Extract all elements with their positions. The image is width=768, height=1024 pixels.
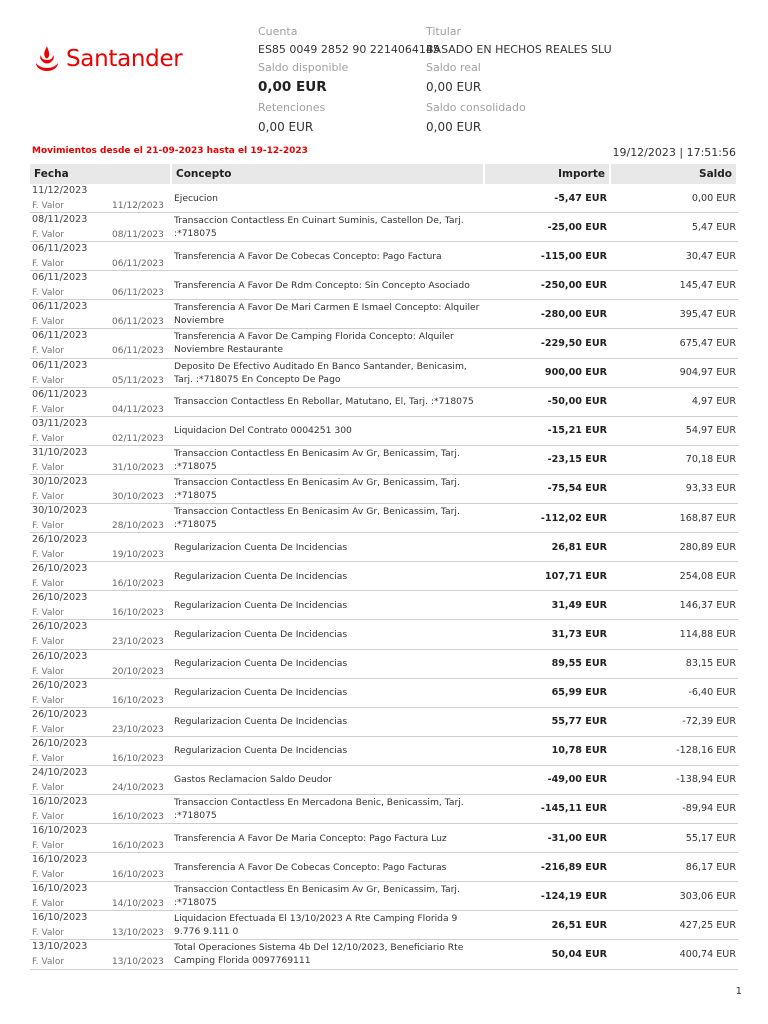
row-fecha: 11/12/2023 bbox=[32, 185, 88, 196]
row-valor-date: 06/11/2023 bbox=[112, 346, 164, 357]
table-row bbox=[30, 708, 738, 737]
row-saldo: 0,00 EUR bbox=[691, 192, 736, 204]
row-fecha: 03/11/2023 bbox=[32, 417, 88, 429]
row-concepto: Total Operaciones Sistema 4b Del 12/10/2023, Beneficiario Rte Camping Florida 0097769111 bbox=[174, 942, 464, 967]
row-valor-date: 23/10/2023 bbox=[112, 724, 164, 735]
row-fecha: 16/10/2023 bbox=[32, 795, 88, 807]
table-row bbox=[30, 213, 738, 242]
row-saldo: 395,47 EUR bbox=[679, 308, 736, 320]
row-importe: 65,99 EUR bbox=[551, 687, 607, 699]
row-concepto: Regularizacion Cuenta De Incidencias bbox=[174, 570, 348, 582]
row-valor-date: 16/10/2023 bbox=[112, 870, 164, 881]
row-fecha: 16/10/2023 bbox=[32, 883, 88, 895]
table-row bbox=[30, 679, 738, 708]
row-importe: -75,54 EUR bbox=[547, 483, 607, 495]
row-concepto: Regularizacion Cuenta De Incidencias bbox=[174, 687, 348, 699]
row-valor-label: F. Valor bbox=[32, 317, 65, 328]
row-valor-label: F. Valor bbox=[32, 550, 65, 561]
row-valor-label: F. Valor bbox=[32, 899, 65, 910]
row-fecha: 31/10/2023 bbox=[32, 446, 88, 458]
titular-label: Titular bbox=[426, 25, 462, 38]
row-concepto: Gastos Reclamacion Saldo Deudor bbox=[174, 774, 333, 786]
row-valor-date: 30/10/2023 bbox=[112, 491, 164, 502]
row-saldo: 83,15 EUR bbox=[685, 658, 736, 669]
retenciones-label: Retenciones bbox=[258, 101, 326, 114]
row-concepto: Regularizacion Cuenta De Incidencias bbox=[174, 716, 348, 728]
row-valor-date: 16/10/2023 bbox=[112, 753, 164, 764]
row-valor-label: F. Valor bbox=[32, 957, 65, 968]
row-importe: 26,81 EUR bbox=[551, 541, 607, 553]
period-range: Movimientos desde el 21-09-2023 hasta el 19-12-2023 bbox=[32, 146, 308, 156]
row-fecha: 16/10/2023 bbox=[32, 912, 88, 924]
row-importe: -280,00 EUR bbox=[540, 308, 607, 320]
row-concepto: Ejecucion bbox=[174, 192, 218, 204]
row-valor-label: F. Valor bbox=[32, 375, 65, 386]
row-saldo: 303,06 EUR bbox=[679, 890, 736, 902]
row-importe: 900,00 EUR bbox=[544, 367, 607, 379]
table-row bbox=[30, 388, 738, 417]
row-valor-label: F. Valor bbox=[32, 230, 65, 241]
table-row bbox=[30, 359, 738, 388]
row-valor-label: F. Valor bbox=[32, 637, 65, 648]
row-importe: 31,49 EUR bbox=[551, 599, 607, 611]
table-row bbox=[30, 766, 738, 795]
row-concepto: Transferencia A Favor De Maria Concepto: Pago Factura Luz bbox=[174, 832, 447, 844]
row-valor-date: 02/11/2023 bbox=[112, 433, 164, 444]
row-concepto: Transaccion Contactless En Benicasim Av Gr, Benicassim, Tarj. :*718075 bbox=[174, 447, 460, 472]
table-row bbox=[30, 650, 738, 679]
table-header bbox=[30, 164, 738, 184]
row-concepto: Transferencia A Favor De Camping Florida Concepto: Alquiler Noviembre Restaurante bbox=[174, 331, 454, 356]
row-valor-label: F. Valor bbox=[32, 841, 65, 852]
row-concepto: Transferencia A Favor De Cobecas Concepto: Pago Facturas bbox=[174, 861, 447, 873]
table-row bbox=[30, 795, 738, 824]
row-valor-label: F. Valor bbox=[32, 695, 65, 706]
row-saldo: 675,47 EUR bbox=[679, 337, 736, 349]
row-fecha: 13/10/2023 bbox=[32, 941, 88, 953]
row-importe: 50,04 EUR bbox=[551, 948, 607, 960]
table-row bbox=[30, 417, 738, 446]
header-importe: Importe bbox=[485, 164, 609, 184]
row-concepto: Transaccion Contactless En Cuinart Suminis, Castellon De, Tarj. :*718075 bbox=[174, 215, 464, 240]
header-concepto: Concepto bbox=[172, 164, 483, 184]
row-valor-date: 16/10/2023 bbox=[112, 695, 164, 706]
row-saldo: 5,47 EUR bbox=[691, 221, 736, 233]
row-concepto: Transaccion Contactless En Benicasim Av Gr, Benicassim, Tarj. :*718075 bbox=[174, 506, 460, 531]
row-valor-date: 13/10/2023 bbox=[112, 957, 164, 968]
row-fecha: 26/10/2023 bbox=[32, 708, 88, 720]
row-valor-date: 16/10/2023 bbox=[112, 841, 164, 852]
row-valor-label: F. Valor bbox=[32, 201, 65, 211]
row-fecha: 26/10/2023 bbox=[32, 679, 88, 691]
table-row bbox=[30, 911, 738, 940]
row-valor-label: F. Valor bbox=[32, 462, 65, 473]
table-row bbox=[30, 242, 738, 271]
row-valor-label: F. Valor bbox=[32, 870, 65, 881]
table-row bbox=[30, 737, 738, 766]
table-row bbox=[30, 184, 738, 213]
row-valor-label: F. Valor bbox=[32, 404, 65, 415]
row-importe: -112,02 EUR bbox=[540, 512, 607, 524]
row-valor-date: 05/11/2023 bbox=[112, 375, 164, 386]
row-fecha: 30/10/2023 bbox=[32, 505, 88, 517]
row-concepto: Deposito De Efectivo Auditado En Banco Santander, Benicasim, Tarj. :*718075 En Concepto De Pago bbox=[174, 360, 467, 385]
row-importe: -124,19 EUR bbox=[540, 890, 607, 902]
row-concepto: Regularizacion Cuenta De Incidencias bbox=[174, 628, 348, 640]
saldo-disponible-value: 0,00 EUR bbox=[258, 79, 327, 95]
row-valor-date: 16/10/2023 bbox=[112, 811, 164, 822]
row-importe: 31,73 EUR bbox=[551, 628, 607, 640]
cuenta-label: Cuenta bbox=[258, 25, 298, 38]
row-fecha: 24/10/2023 bbox=[32, 766, 88, 778]
row-concepto: Liquidacion Del Contrato 0004251 300 bbox=[174, 425, 352, 437]
row-saldo: -72,39 EUR bbox=[682, 716, 736, 728]
row-fecha: 06/11/2023 bbox=[32, 359, 88, 371]
row-concepto: Regularizacion Cuenta De Incidencias bbox=[174, 658, 348, 669]
row-fecha: 06/11/2023 bbox=[32, 272, 88, 284]
row-fecha: 08/11/2023 bbox=[32, 214, 88, 226]
row-valor-date: 19/10/2023 bbox=[112, 550, 164, 561]
table-row bbox=[30, 446, 738, 475]
row-valor-label: F. Valor bbox=[32, 288, 65, 299]
row-concepto: Liquidacion Efectuada El 13/10/2023 A Rte Camping Florida 9 9.776 9.111 0 bbox=[174, 913, 458, 938]
row-valor-label: F. Valor bbox=[32, 433, 65, 444]
table-row bbox=[30, 475, 738, 504]
row-fecha: 06/11/2023 bbox=[32, 301, 88, 313]
table-row bbox=[30, 329, 738, 358]
santander-logo bbox=[32, 44, 182, 74]
row-valor-date: 16/10/2023 bbox=[112, 579, 164, 590]
row-valor-date: 06/11/2023 bbox=[112, 259, 164, 270]
row-saldo: 93,33 EUR bbox=[685, 483, 736, 495]
row-valor-date: 20/10/2023 bbox=[112, 666, 164, 677]
row-concepto: Transaccion Contactless En Rebollar, Matutano, El, Tarj. :*718075 bbox=[174, 396, 474, 408]
row-valor-label: F. Valor bbox=[32, 782, 65, 793]
row-importe: -15,21 EUR bbox=[547, 425, 607, 437]
movements-table bbox=[30, 184, 738, 970]
row-valor-label: F. Valor bbox=[32, 491, 65, 502]
saldo-real-value: 0,00 EUR bbox=[426, 80, 482, 94]
titular-value: BASADO EN HECHOS REALES SLU bbox=[426, 43, 612, 56]
table-row bbox=[30, 620, 738, 649]
table-row bbox=[30, 591, 738, 620]
row-fecha: 16/10/2023 bbox=[32, 825, 88, 837]
row-importe: -5,47 EUR bbox=[554, 192, 607, 204]
row-importe: -25,00 EUR bbox=[547, 221, 607, 233]
account-info-left bbox=[258, 24, 440, 138]
row-fecha: 06/11/2023 bbox=[32, 243, 88, 255]
row-importe: -31,00 EUR bbox=[547, 832, 607, 844]
row-fecha: 26/10/2023 bbox=[32, 621, 88, 633]
timestamp: 19/12/2023 | 17:51:56 bbox=[612, 146, 736, 159]
row-saldo: 400,74 EUR bbox=[679, 948, 736, 960]
row-fecha: 16/10/2023 bbox=[32, 854, 88, 866]
row-saldo: -89,94 EUR bbox=[682, 803, 736, 815]
row-saldo: 168,87 EUR bbox=[679, 512, 736, 524]
row-valor-label: F. Valor bbox=[32, 346, 65, 357]
row-concepto: Regularizacion Cuenta De Incidencias bbox=[174, 745, 348, 757]
row-concepto: Transaccion Contactless En Mercadona Benic, Benicassim, Tarj. :*718075 bbox=[174, 796, 464, 821]
row-saldo: -138,94 EUR bbox=[676, 774, 736, 786]
row-valor-date: 14/10/2023 bbox=[112, 899, 164, 910]
row-saldo: 254,08 EUR bbox=[679, 570, 736, 582]
saldo-real-label: Saldo real bbox=[426, 61, 481, 74]
table-row bbox=[30, 824, 738, 853]
row-valor-date: 08/11/2023 bbox=[112, 230, 164, 241]
row-saldo: 86,17 EUR bbox=[685, 861, 736, 873]
row-saldo: -6,40 EUR bbox=[688, 687, 736, 699]
account-info-right bbox=[426, 24, 612, 138]
saldo-consolidado-label: Saldo consolidado bbox=[426, 101, 526, 114]
header-fecha: Fecha bbox=[30, 164, 170, 184]
row-valor-date: 06/11/2023 bbox=[112, 288, 164, 299]
table-row bbox=[30, 300, 738, 329]
row-importe: 107,71 EUR bbox=[544, 570, 607, 582]
table-row bbox=[30, 504, 738, 533]
row-importe: -216,89 EUR bbox=[540, 861, 607, 873]
row-valor-label: F. Valor bbox=[32, 259, 65, 270]
table-row bbox=[30, 853, 738, 882]
table-row bbox=[30, 271, 738, 300]
row-valor-date: 11/12/2023 bbox=[112, 201, 164, 211]
row-saldo: 30,47 EUR bbox=[685, 250, 736, 262]
saldo-disponible-label: Saldo disponible bbox=[258, 61, 349, 74]
row-valor-label: F. Valor bbox=[32, 579, 65, 590]
retenciones-value: 0,00 EUR bbox=[258, 120, 314, 134]
row-importe: -145,11 EUR bbox=[540, 803, 607, 815]
table-row bbox=[30, 882, 738, 911]
saldo-consolidado-value: 0,00 EUR bbox=[426, 120, 482, 134]
row-valor-date: 24/10/2023 bbox=[112, 782, 164, 793]
row-saldo: 427,25 EUR bbox=[679, 919, 736, 931]
row-valor-date: 04/11/2023 bbox=[112, 404, 164, 415]
row-valor-date: 13/10/2023 bbox=[112, 928, 164, 939]
row-saldo: 145,47 EUR bbox=[679, 279, 736, 291]
row-importe: 89,55 EUR bbox=[551, 658, 607, 669]
row-fecha: 06/11/2023 bbox=[32, 388, 88, 400]
row-saldo: 114,88 EUR bbox=[679, 628, 736, 640]
row-concepto: Transferencia A Favor De Rdm Concepto: Sin Concepto Asociado bbox=[174, 279, 470, 291]
row-importe: 10,78 EUR bbox=[551, 745, 607, 757]
row-importe: -49,00 EUR bbox=[547, 774, 607, 786]
header-saldo: Saldo bbox=[611, 164, 736, 184]
row-saldo: 280,89 EUR bbox=[679, 541, 736, 553]
row-valor-label: F. Valor bbox=[32, 666, 65, 677]
row-valor-label: F. Valor bbox=[32, 521, 65, 532]
row-importe: -229,50 EUR bbox=[540, 337, 607, 349]
row-fecha: 26/10/2023 bbox=[32, 737, 88, 749]
row-valor-label: F. Valor bbox=[32, 724, 65, 735]
table-row bbox=[30, 533, 738, 562]
row-importe: 26,51 EUR bbox=[551, 919, 607, 931]
row-valor-date: 06/11/2023 bbox=[112, 317, 164, 328]
row-saldo: 70,18 EUR bbox=[685, 454, 736, 466]
row-fecha: 26/10/2023 bbox=[32, 650, 88, 662]
row-valor-date: 28/10/2023 bbox=[112, 521, 164, 532]
row-saldo: 55,17 EUR bbox=[685, 832, 736, 844]
row-concepto: Regularizacion Cuenta De Incidencias bbox=[174, 541, 348, 553]
row-saldo: 146,37 EUR bbox=[679, 599, 736, 611]
brand-name: Santander bbox=[66, 46, 183, 72]
row-fecha: 26/10/2023 bbox=[32, 592, 88, 604]
row-saldo: -128,16 EUR bbox=[676, 745, 736, 757]
row-saldo: 904,97 EUR bbox=[679, 367, 736, 379]
row-valor-date: 31/10/2023 bbox=[112, 462, 164, 473]
row-importe: 55,77 EUR bbox=[551, 716, 607, 728]
row-importe: -250,00 EUR bbox=[540, 279, 607, 291]
row-valor-label: F. Valor bbox=[32, 608, 65, 619]
row-fecha: 06/11/2023 bbox=[32, 330, 88, 342]
row-concepto: Transferencia A Favor De Mari Carmen E Ismael Concepto: Alquiler Noviembre bbox=[174, 302, 480, 327]
santander-flame-icon bbox=[32, 44, 62, 74]
row-valor-date: 16/10/2023 bbox=[112, 608, 164, 619]
row-valor-date: 23/10/2023 bbox=[112, 637, 164, 648]
table-row bbox=[30, 562, 738, 591]
row-fecha: 30/10/2023 bbox=[32, 475, 88, 487]
row-importe: -50,00 EUR bbox=[547, 396, 607, 408]
row-valor-label: F. Valor bbox=[32, 811, 65, 822]
row-saldo: 4,97 EUR bbox=[691, 396, 736, 408]
cuenta-value: ES85 0049 2852 90 2214064145 bbox=[258, 43, 440, 56]
row-valor-label: F. Valor bbox=[32, 928, 65, 939]
row-concepto: Transferencia A Favor De Cobecas Concepto: Pago Factura bbox=[174, 250, 442, 262]
row-fecha: 26/10/2023 bbox=[32, 534, 88, 546]
row-importe: -115,00 EUR bbox=[540, 250, 607, 262]
table-row bbox=[30, 940, 738, 969]
row-fecha: 26/10/2023 bbox=[32, 563, 88, 575]
row-concepto: Transaccion Contactless En Benicasim Av Gr, Benicassim, Tarj. :*718075 bbox=[174, 884, 460, 909]
row-saldo: 54,97 EUR bbox=[685, 425, 736, 437]
row-concepto: Transaccion Contactless En Benicasim Av Gr, Benicassim, Tarj. :*718075 bbox=[174, 476, 460, 501]
row-importe: -23,15 EUR bbox=[547, 454, 607, 466]
row-concepto: Regularizacion Cuenta De Incidencias bbox=[174, 599, 348, 611]
page-number: 1 bbox=[735, 986, 742, 997]
row-valor-label: F. Valor bbox=[32, 753, 65, 764]
